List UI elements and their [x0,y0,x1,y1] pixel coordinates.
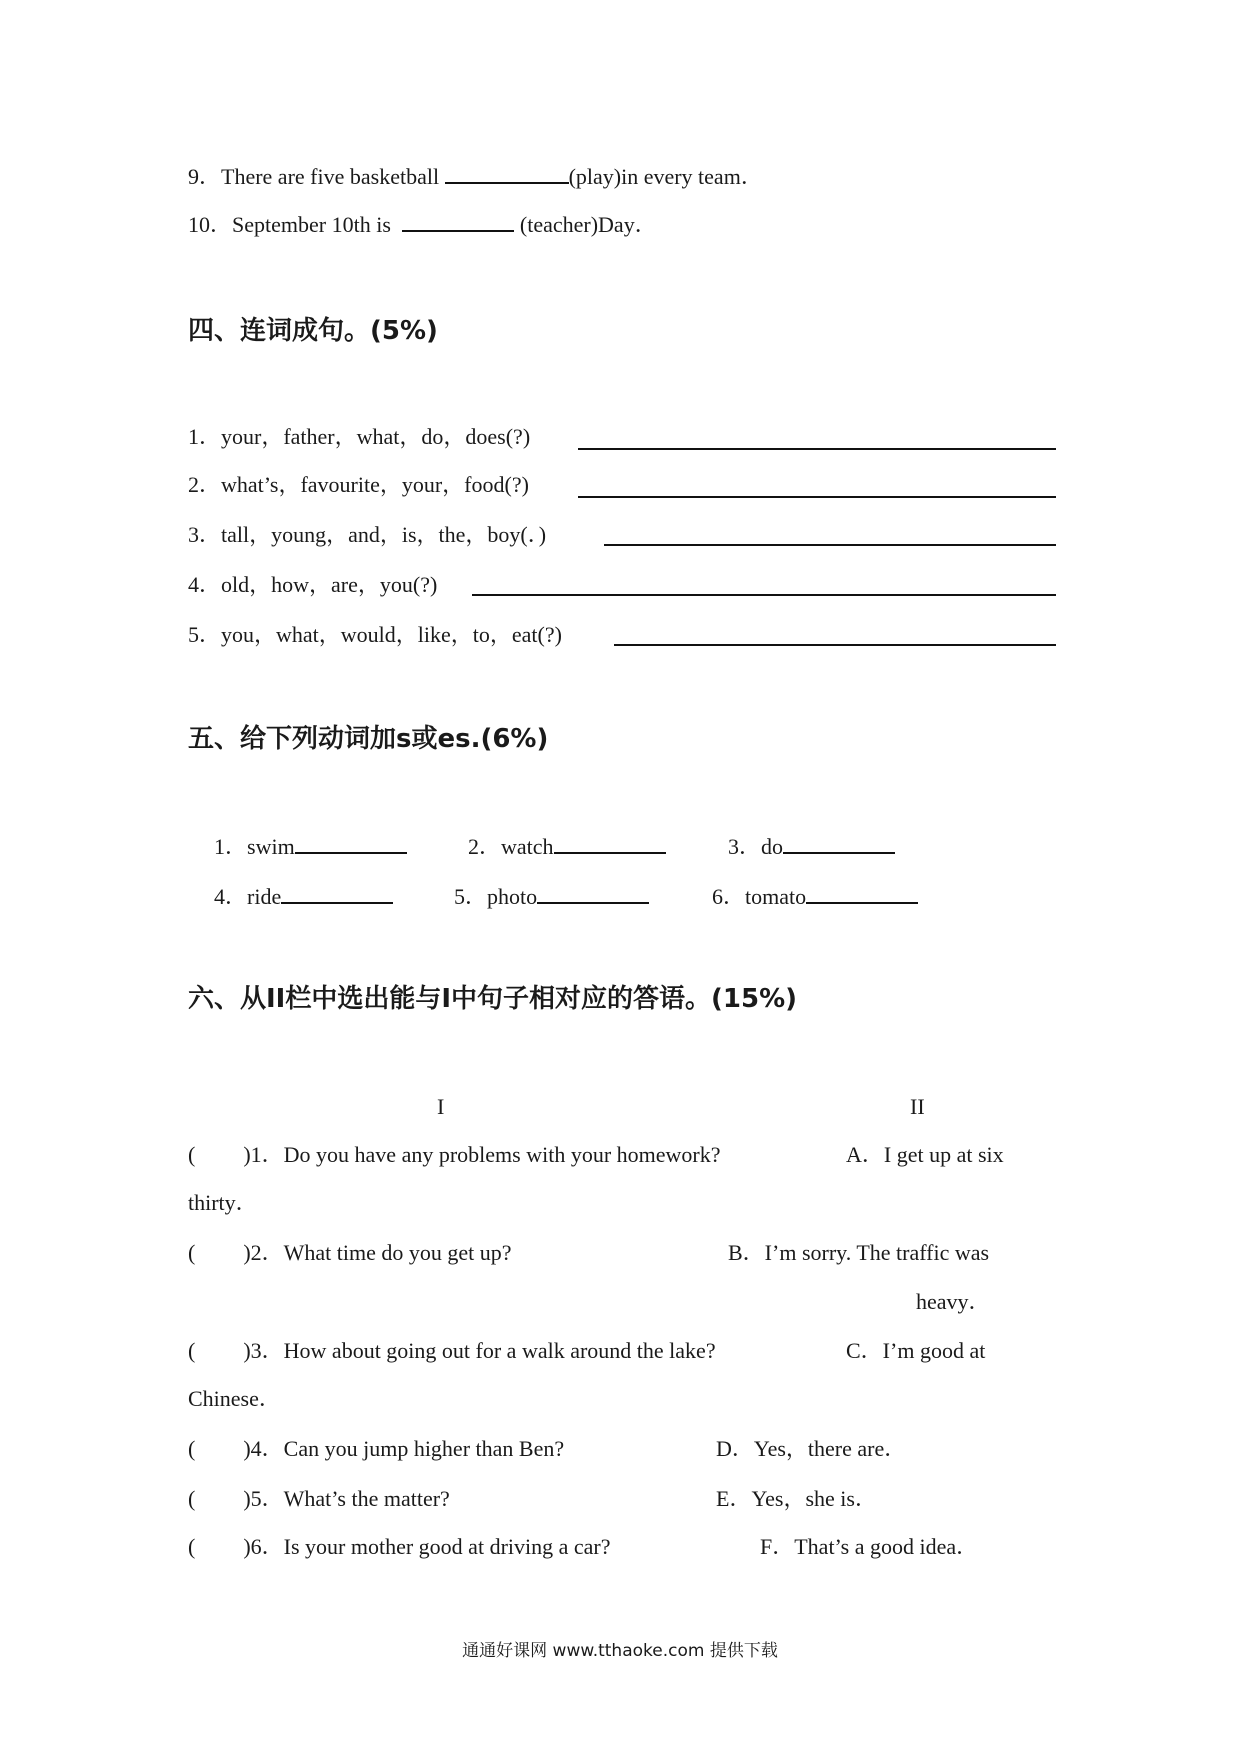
verb-item-2 [468,830,666,862]
section-5-title [188,722,548,756]
answer-blank[interactable] [783,830,895,854]
verb-item-4 [214,880,393,912]
answer-text: E．Yes，she is． [716,1486,877,1511]
question-text: Is your mother good at driving a car? [283,1534,611,1559]
question-number: )4． [243,1436,284,1461]
section-title-text: 五、给下列动词加s或es.(6%) [188,724,549,754]
answer-blank[interactable] [295,830,407,854]
answer-blank[interactable] [537,880,649,904]
item-number: 4． [188,572,222,597]
section-title-text: 四、连词成句。(5%) [188,316,438,346]
answer-line[interactable] [604,544,1056,546]
item-number: 3． [728,834,762,859]
question-10 [188,208,657,240]
verb-word: swim [247,834,295,859]
item-words: you，what，would，like，to，eat(?) [221,622,562,647]
match-question-6 [188,1532,611,1562]
verb-word: photo [487,884,538,909]
verb-item-5 [454,880,649,912]
verb-word: ride [247,884,282,909]
question-9 [188,160,763,192]
match-answer-c [846,1336,985,1366]
item-number: 5． [188,622,222,647]
question-text: There are five basketball [221,164,445,189]
reorder-item-1 [188,422,530,452]
match-question-4 [188,1434,564,1464]
match-question-2 [188,1238,512,1268]
question-number: )5． [243,1486,284,1511]
answer-paren-open[interactable]: ( [188,1142,196,1167]
answer-blank[interactable] [445,160,569,184]
answer-paren-open[interactable]: ( [188,1338,196,1363]
item-number: 2． [468,834,502,859]
question-number: )2． [243,1240,284,1265]
question-text: Do you have any problems with your homework? [283,1142,721,1167]
question-number: )3． [243,1338,284,1363]
answer-paren-open[interactable]: ( [188,1240,196,1265]
answer-paren-open[interactable]: ( [188,1534,196,1559]
answer-line[interactable] [578,448,1056,450]
footer-text: 通通好课网 www.tthaoke.com 提供下载 [462,1641,778,1661]
answer-blank[interactable] [281,880,393,904]
answer-line[interactable] [614,644,1056,646]
section-6-title [188,982,797,1016]
answer-text: heavy． [916,1289,991,1314]
answer-line[interactable] [472,594,1056,596]
answer-text: A．I get up at six [846,1142,1004,1167]
verb-item-1 [214,830,407,862]
question-text: What’s the matter? [283,1486,450,1511]
question-number: )6． [243,1534,284,1559]
answer-text: Chinese． [188,1386,281,1411]
item-words: old，how，are，you(?) [221,572,438,597]
item-number: 2． [188,472,222,497]
match-question-3 [188,1336,716,1366]
item-words: tall，young，and，is，the，boy(．) [221,522,547,547]
reorder-item-5 [188,620,562,650]
verb-word: watch [501,834,554,859]
reorder-item-2 [188,470,529,500]
answer-paren-open[interactable]: ( [188,1486,196,1511]
item-words: your，father，what，do，does(?) [221,424,531,449]
match-answer-e [716,1484,877,1514]
question-number: )1． [243,1142,284,1167]
item-number: 4． [214,884,248,909]
answer-text: C．I’m good at [846,1338,986,1363]
verb-word: tomato [745,884,807,909]
question-number: 10． [188,212,233,237]
match-answer-b-cont [916,1287,991,1317]
question-number: 9． [188,164,222,189]
column-header-text: I [437,1094,445,1119]
column-header-text: II [910,1094,925,1119]
question-text: September 10th is [232,212,397,237]
item-number: 5． [454,884,488,909]
match-question-5 [188,1484,450,1514]
match-answer-d [716,1434,906,1464]
question-text: How about going out for a walk around the lake? [283,1338,716,1363]
question-text: (play)in every team． [568,164,763,189]
verb-item-3 [728,830,895,862]
column-header-i [437,1092,444,1122]
answer-text: thirty． [188,1190,258,1215]
page-footer [0,1636,1240,1661]
answer-text: F．That’s a good idea． [760,1534,979,1559]
reorder-item-4 [188,570,437,600]
verb-item-6 [712,880,918,912]
answer-line[interactable] [578,496,1056,498]
match-answer-f [760,1532,978,1562]
verb-word: do [761,834,784,859]
answer-blank[interactable] [806,880,918,904]
reorder-item-3 [188,520,546,550]
item-words: what’s，favourite，your，food(?) [221,472,529,497]
item-number: 6． [712,884,746,909]
question-text: What time do you get up? [283,1240,512,1265]
answer-blank[interactable] [402,208,514,232]
section-4-title [188,314,438,348]
match-answer-c-cont [188,1384,281,1414]
item-number: 1． [188,424,222,449]
match-answer-a-cont [188,1188,258,1218]
question-text: (teacher)Day． [514,212,657,237]
answer-text: B．I’m sorry. The traffic was [728,1240,990,1265]
question-text: Can you jump higher than Ben? [283,1436,565,1461]
answer-blank[interactable] [554,830,666,854]
column-header-ii [910,1092,925,1122]
answer-paren-open[interactable]: ( [188,1436,196,1461]
answer-text: D．Yes，there are． [716,1436,907,1461]
match-question-1 [188,1140,721,1170]
section-title-text: 六、从II栏中选出能与I中句子相对应的答语。(15%) [188,984,798,1014]
item-number: 1． [214,834,248,859]
item-number: 3． [188,522,222,547]
match-answer-b [728,1238,989,1268]
match-answer-a [846,1140,1004,1170]
